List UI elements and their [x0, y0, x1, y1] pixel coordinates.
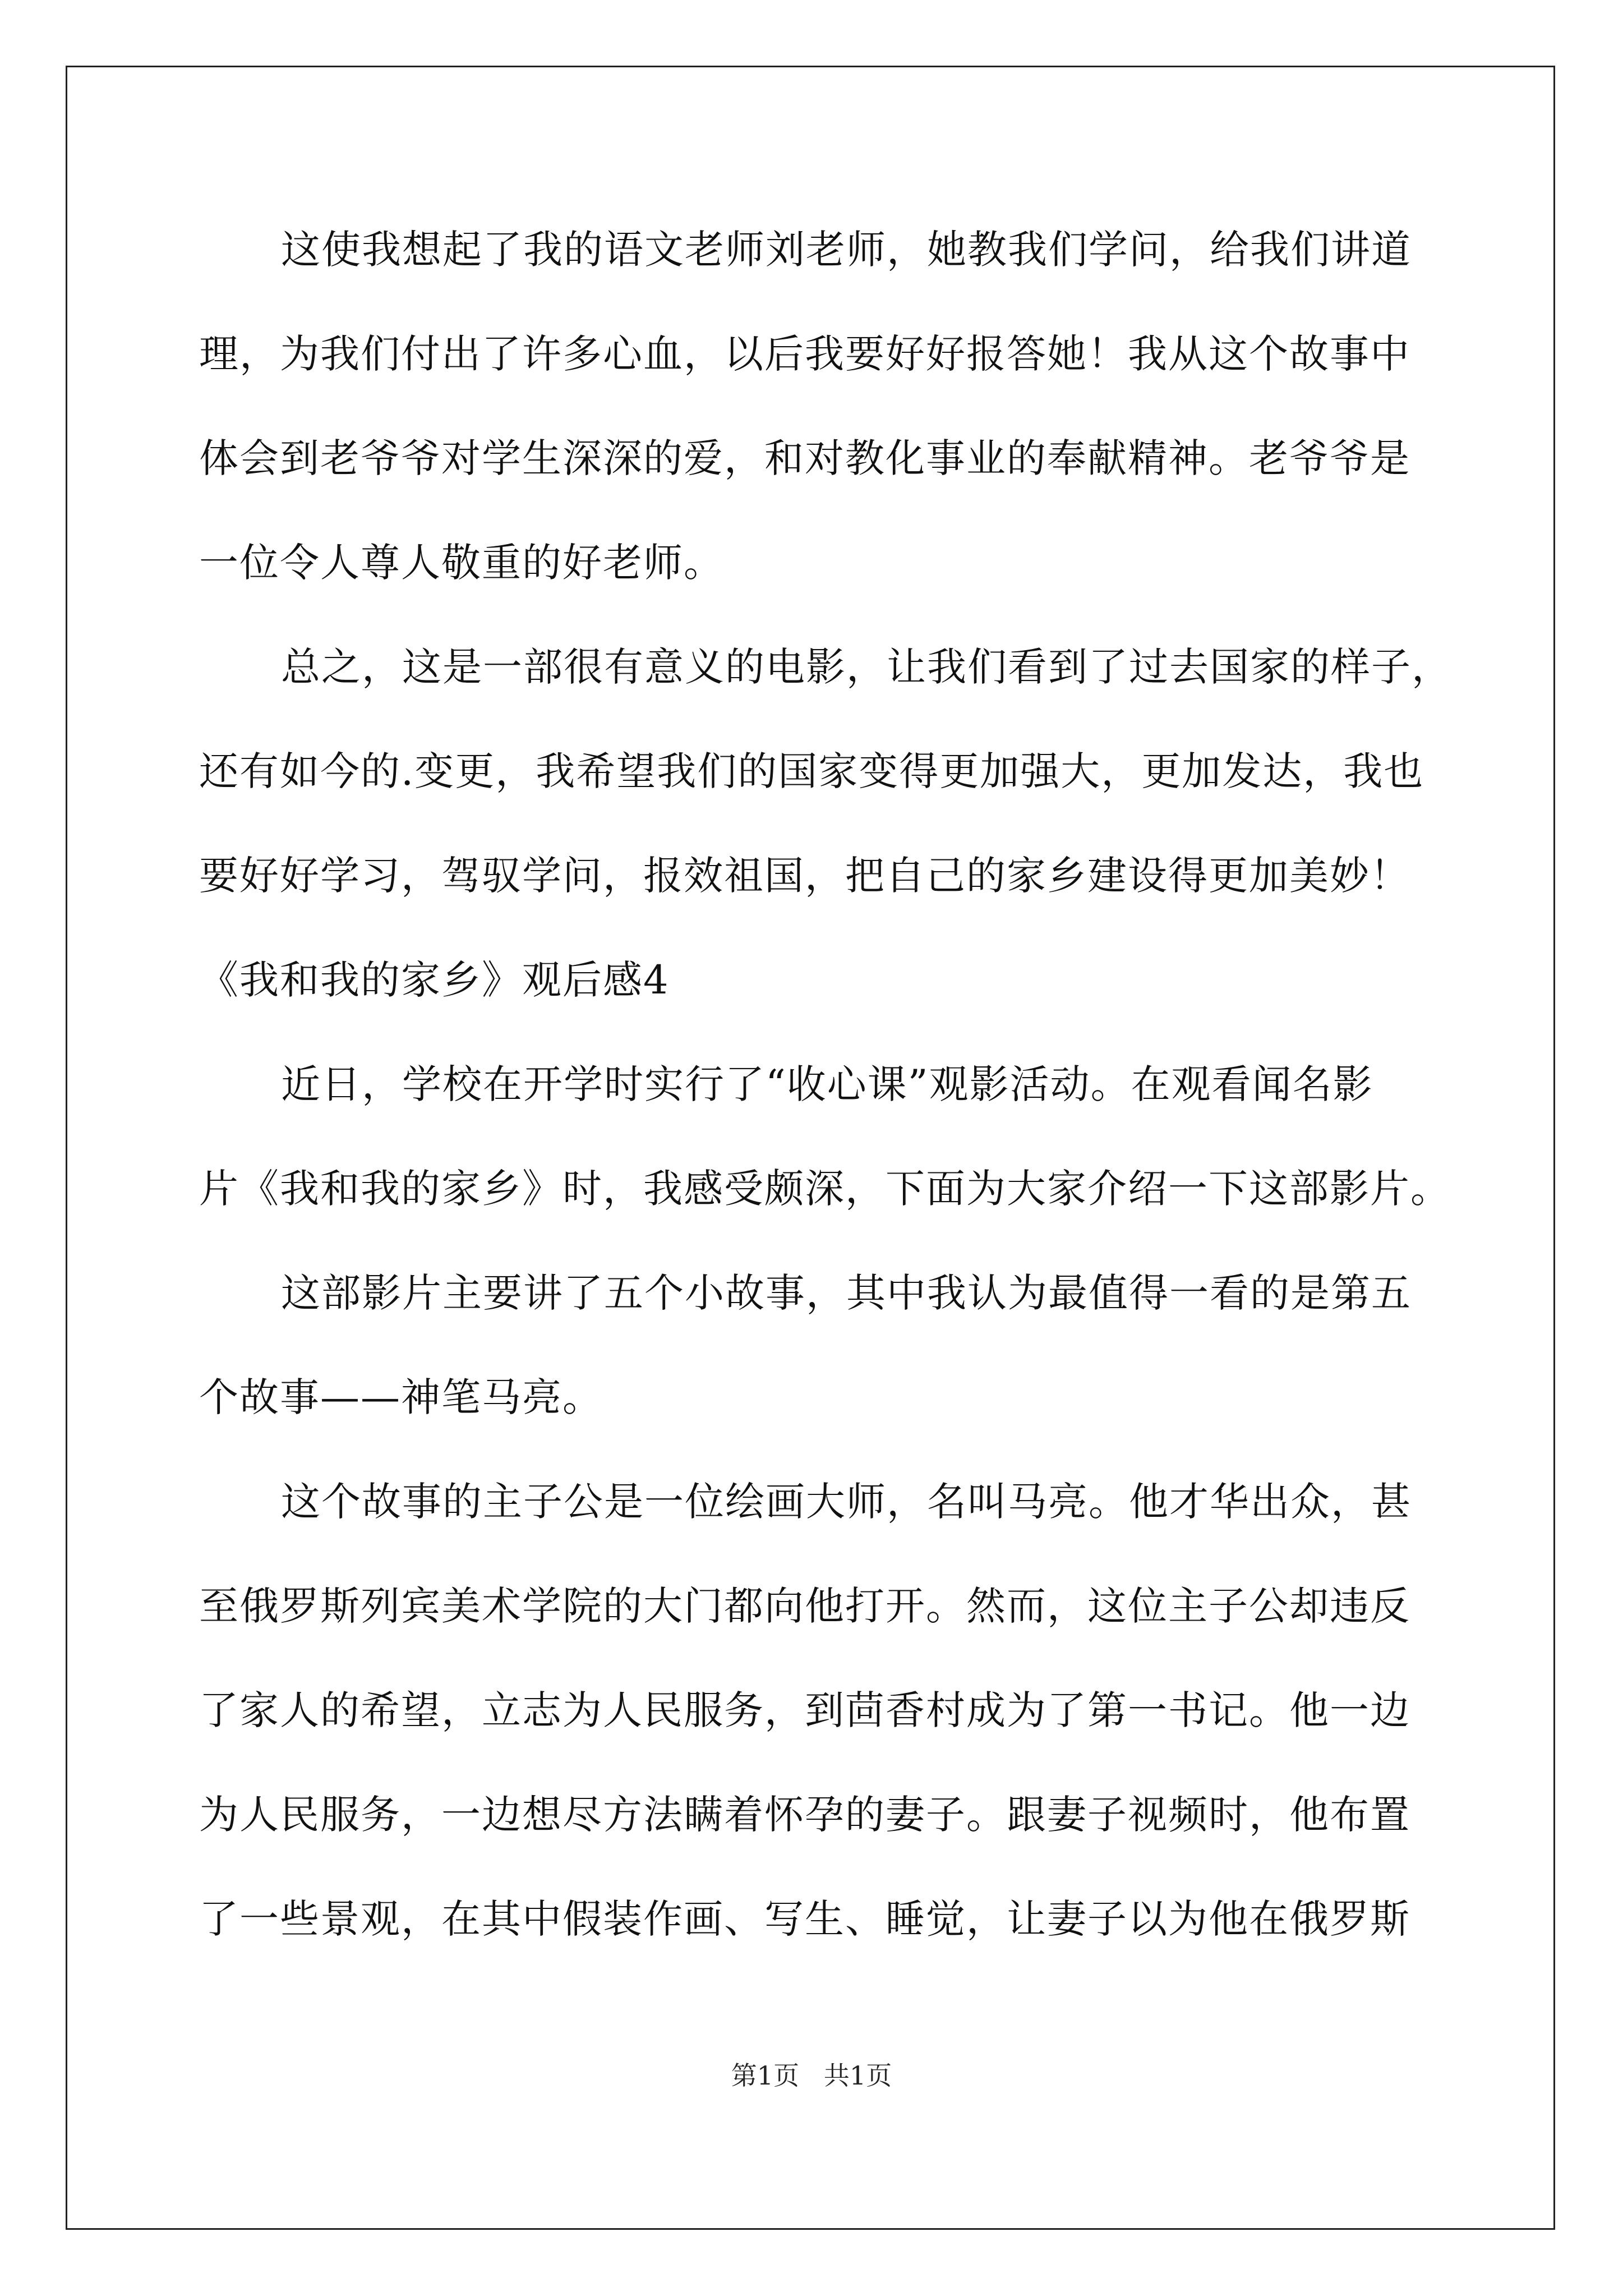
paragraph-line: 了一些景观，在其中假装作画、写生、睡觉，让妻子以为他在俄罗斯 [199, 1896, 1410, 1942]
paragraph-line: 至俄罗斯列宾美术学院的大门都向他打开。然而，这位主子公却违反 [199, 1583, 1410, 1629]
paragraph-line: 这部影片主要讲了五个小故事，其中我认为最值得一看的是第五 [281, 1270, 1412, 1316]
paragraph-line: 片《我和我的家乡》时，我感受颇深，下面为大家介绍一下这部影片。 [199, 1166, 1451, 1212]
section-title: 《我和我的家乡》观后感4 [199, 957, 670, 1003]
paragraph-line: 还有如今的.变更，我希望我们的国家变得更加强大，更加发达，我也 [199, 748, 1424, 794]
paragraph-line: 理，为我们付出了许多心血，以后我要好好报答她！我从这个故事中 [199, 331, 1410, 377]
paragraph-line: 个故事——神笔马亮。 [199, 1374, 603, 1420]
paragraph-line: 总之，这是一部很有意义的电影，让我们看到了过去国家的样子， [281, 644, 1452, 690]
paragraph-line: 一位令人尊人敬重的好老师。 [199, 540, 724, 586]
paragraph-line: 这使我想起了我的语文老师刘老师，她教我们学问，给我们讲道 [281, 227, 1412, 273]
paragraph-line: 这个故事的主子公是一位绘画大师，名叫马亮。他才华出众，甚 [281, 1479, 1412, 1525]
page-footer: 第1页 共1页 [731, 2060, 892, 2091]
document-body [199, 222, 1452, 1947]
paragraph-line: 要好好学习，驾驭学问，报效祖国，把自己的家乡建设得更加美妙！ [199, 853, 1410, 899]
paragraph-line: 体会到老爷爷对学生深深的爱，和对教化事业的奉献精神。老爷爷是 [199, 435, 1410, 481]
paragraph-line: 近日，学校在开学时实行了“收心课”观影活动。在观看闻名影 [281, 1061, 1373, 1107]
paragraph-line: 了家人的希望，立志为人民服务，到茴香村成为了第一书记。他一边 [199, 1687, 1410, 1733]
paragraph-line: 为人民服务，一边想尽方法瞒着怀孕的妻子。跟妻子视频时，他布置 [199, 1792, 1410, 1838]
